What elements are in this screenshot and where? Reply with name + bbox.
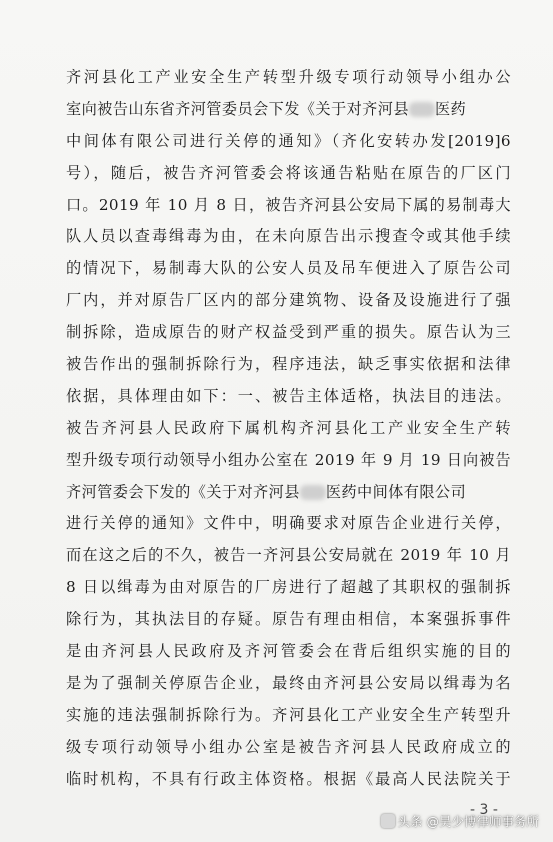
watermark [381, 812, 539, 830]
text-line: 依据，具体理由如下：一、被告主体适格，执法目的违法。 [66, 386, 511, 405]
text-line: 号），随后，被告齐河管委会将该通告粘贴在原告的厂区门 [66, 163, 511, 182]
redaction-blur [300, 485, 326, 500]
text-segment: 医药中间体有限公司 [325, 482, 467, 501]
document-body [66, 62, 511, 795]
text-line: 临时机构，不具有行政主体资格。根据《最高人民法院关于 [66, 769, 511, 788]
text-line: 8 日以缉毒为由对原告的厂房进行了超越了其职权的强制拆 [66, 578, 511, 597]
text-line: 齐河县化工产业安全生产转型升级专项行动领导小组办公 [66, 68, 511, 86]
text-line: 实施的违法强制拆除行为。齐河县化工产业安全生产转型升 [66, 705, 511, 724]
text-line: 被告作出的强制拆除行为，程序违法，缺乏事实依据和法律 [66, 355, 511, 374]
text-line: 级专项行动领导小组办公室是被告齐河县人民政府成立的 [66, 737, 511, 756]
text-line: 中间体有限公司进行关停的通知》（齐化安转办发[2019]6 [66, 131, 511, 150]
text-line: 被告齐河县人民政府下属机构齐河县化工产业安全生产转 [66, 418, 511, 437]
text-line: 口。2019 年 10 月 8 日，被告齐河县公安局下属的易制毒大 [66, 195, 511, 214]
text-line [66, 94, 511, 126]
text-line: 是为了强制关停原告企业，最终由齐河县公安局以缉毒为名 [66, 673, 511, 692]
watermark-text: 头条 @昊少博律师事务所 [397, 814, 539, 829]
text-line [66, 477, 511, 509]
text-line: 而在这之后的不久，被告一齐河县公安局就在 2019 年 10 月 [66, 546, 511, 565]
text-line: 除行为，其执法目的存疑。原告有理由相信，本案强拆事件 [66, 610, 511, 629]
text-line: 队人员以查毒缉毒为由，在未向原告出示搜查令或其他手续 [66, 227, 511, 246]
text-line: 是由齐河县人民政府及齐河管委会在背后组织实施的目的 [66, 642, 511, 661]
text-line: 制拆除，造成原告的财产权益受到严重的损失。原告认为三 [66, 323, 511, 342]
watermark-logo-icon [381, 814, 395, 828]
text-line: 进行关停的通知》文件中，明确要求对原告企业进行关停， [66, 514, 511, 533]
text-line: 厂内，并对原告厂区内的部分建筑物、设备及设施进行了强 [66, 291, 511, 310]
text-segment: 室向被告山东省齐河管委员会下发《关于对齐河县 [66, 99, 409, 118]
text-line: 型升级专项行动领导小组办公室在 2019 年 9 月 19 日向被告 [66, 450, 511, 469]
redaction-blur [409, 102, 435, 117]
text-line: 的情况下，易制毒大队的公安人员及吊车便进入了原告公司 [66, 259, 511, 278]
text-segment: 齐河管委会下发的《关于对齐河县 [66, 482, 300, 501]
text-segment: 医药 [434, 99, 467, 118]
page-number: - 3 - [470, 802, 498, 818]
